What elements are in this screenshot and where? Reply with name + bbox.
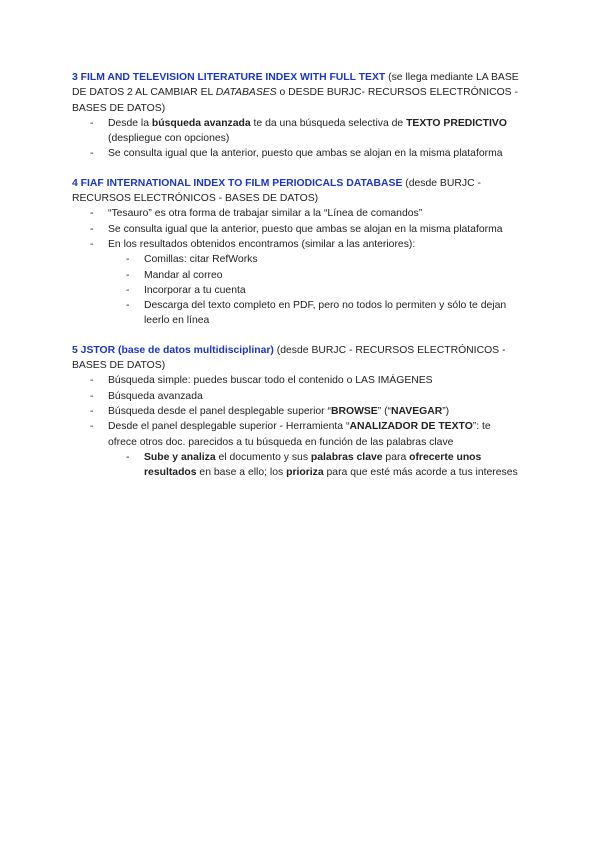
section-intro <box>72 70 522 116</box>
section-intro <box>72 176 522 207</box>
item-bold: TEXTO PREDICTIVO <box>406 117 507 129</box>
list-item: - Búsqueda avanzada <box>72 389 522 404</box>
item-text: para que esté más acorde a tus intereses <box>323 467 518 479</box>
item-bold: búsqueda avanzada <box>151 117 251 129</box>
item-bold: NAVEGAR <box>391 405 443 417</box>
intro-text: (desde BURJC - RECURSOS ELECTRÓNICOS - BASES DE DATOS) <box>72 177 481 205</box>
item-text: Desde la <box>108 117 152 129</box>
section-fiaf-index <box>72 176 522 329</box>
intro-text: (desde BURJC - RECURSOS ELECTRÓNICOS - BASES DE DATOS) <box>72 344 506 372</box>
sub-list-item: - Incorporar a tu cuenta <box>72 283 522 298</box>
item-text: te da una búsqueda selectiva de <box>250 117 407 129</box>
list-item <box>72 116 522 147</box>
item-text: Desde el panel desplegable superior - Herramienta “ <box>108 421 350 433</box>
item-text: Búsqueda desde el panel desplegable superior “ <box>108 405 331 417</box>
item-bold: ofrecerte unos resultados <box>144 451 482 479</box>
list-item: - Búsqueda simple: puedes buscar todo el contenido o LAS IMÁGENES <box>72 373 522 388</box>
list-item: - Se consulta igual que la anterior, puesto que ambas se alojan en la misma plataforma <box>72 222 522 237</box>
bullet-list <box>72 206 522 328</box>
section-jstor <box>72 343 522 481</box>
list-item: - En los resultados obtenidos encontramos (similar a las anteriores): <box>72 237 522 252</box>
bullet-list <box>72 116 522 162</box>
sub-list-item: - Mandar al correo <box>72 268 522 283</box>
list-item <box>72 419 522 450</box>
item-bold: BROWSE <box>330 405 378 417</box>
intro-text: o DESDE BURJC- RECURSOS ELECTRÓNICOS - BASES DE DATOS) <box>72 87 518 114</box>
section-heading: 3 FILM AND TELEVISION LITERATURE INDEX WITH FULL TEXT <box>72 72 386 83</box>
item-text: para <box>382 451 410 463</box>
document-page <box>72 70 522 494</box>
intro-text: (se llega mediante LA BASE DE DATOS 2 AL CAMBIAR EL <box>72 72 519 99</box>
item-text: en base a ello; los <box>196 467 287 479</box>
bullet-list <box>72 373 522 480</box>
item-text: ”) <box>442 405 450 417</box>
sub-list-item <box>72 450 522 481</box>
list-item: - Se consulta igual que la anterior, puesto que ambas se alojan en la misma plataforma <box>72 146 522 161</box>
list-item: - “Tesauro” es otra forma de trabajar similar a la “Línea de comandos” <box>72 206 522 221</box>
intro-italic: DATABASES <box>215 87 277 99</box>
sub-list-item: - Comillas: citar RefWorks <box>72 252 522 267</box>
section-intro <box>72 343 522 374</box>
item-bold: prioriza <box>286 467 324 479</box>
section-film-television-index <box>72 70 522 162</box>
list-item <box>72 404 522 419</box>
section-heading: 5 JSTOR (base de datos multidisciplinar) <box>72 344 274 356</box>
item-text: ”: te ofrece otros doc. parecidos a tu búsqueda en función de las palabras clave <box>108 421 491 448</box>
item-text: (despliegue con opciones) <box>108 133 230 145</box>
item-bold: ANALIZADOR DE TEXTO <box>349 421 473 433</box>
item-bold: Sube y analiza <box>144 451 216 463</box>
item-text: ” (“ <box>377 405 392 417</box>
sub-list-item: - Descarga del texto completo en PDF, pero no todos lo permiten y sólo te dejan leerlo en línea <box>72 298 522 329</box>
item-text: el documento y sus <box>215 451 311 463</box>
section-heading: 4 FIAF INTERNATIONAL INDEX TO FILM PERIODICALS DATABASE <box>72 177 403 189</box>
item-bold: palabras clave <box>310 451 383 463</box>
